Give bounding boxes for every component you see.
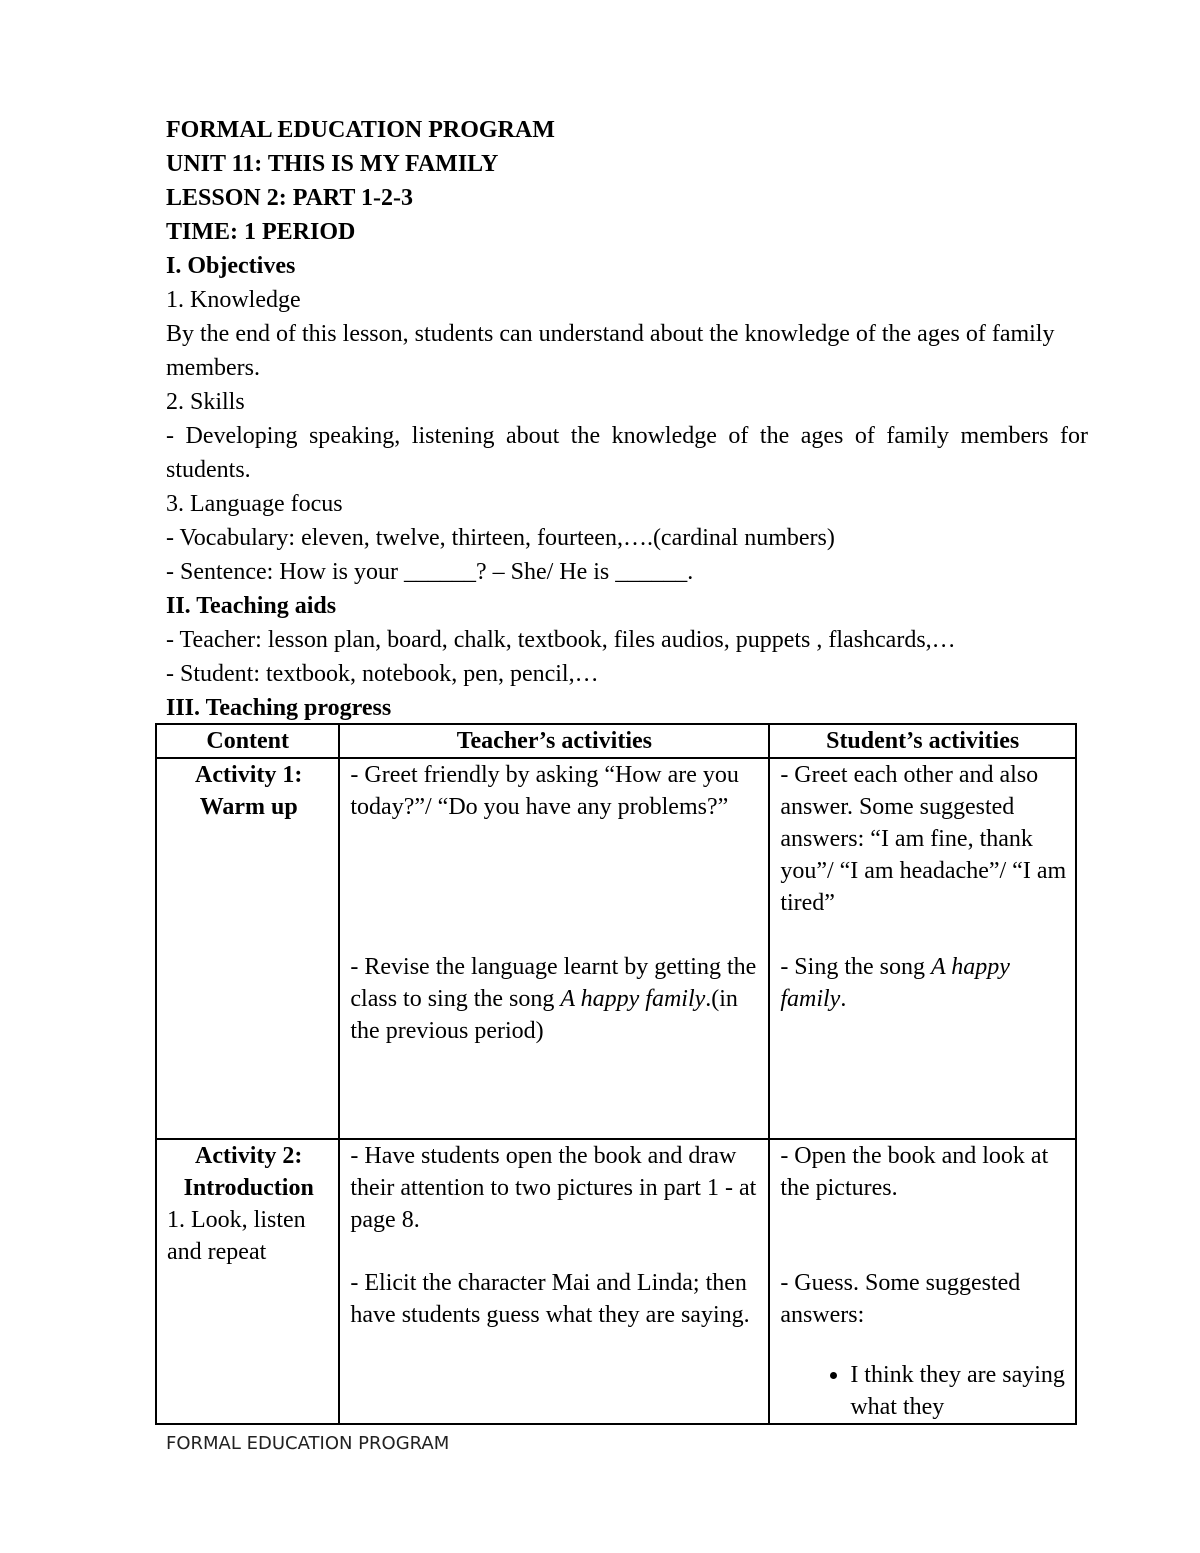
activity2-student-step1: - Open the book and look at the pictures. bbox=[780, 1143, 1049, 1201]
activity1-teacher-song: A happy family bbox=[560, 986, 706, 1012]
activity2-teacher-step2: - Elicit the character Mai and Linda; then have students guess what they are saying. bbox=[350, 1270, 750, 1328]
activity1-student-cell bbox=[769, 758, 1076, 1139]
activity1-title: Activity 1: bbox=[195, 762, 303, 788]
teaching-progress-table bbox=[155, 723, 1077, 1425]
table-row bbox=[156, 1139, 1076, 1424]
teaching-aids-heading: II. Teaching aids bbox=[166, 593, 337, 619]
activity1-student-step2-end: . bbox=[840, 986, 847, 1012]
activity1-teacher-step2-text: - Revise the language learnt by getting the class to sing the song bbox=[350, 954, 757, 1012]
table-row bbox=[156, 758, 1076, 1139]
activity2-title: Activity 2: bbox=[195, 1143, 303, 1169]
column-header-content: Content bbox=[156, 724, 339, 758]
student-aids-line: - Student: textbook, notebook, pen, pencil,… bbox=[166, 661, 599, 687]
activity1-teacher-step2 bbox=[350, 951, 760, 1047]
unit-title: UNIT 11: THIS IS MY FAMILY bbox=[166, 151, 499, 177]
knowledge-text: By the end of this lesson, students can understand about the knowledge of the ages of family members. bbox=[166, 321, 1055, 381]
program-title: FORMAL EDUCATION PROGRAM bbox=[166, 117, 555, 143]
activity2-student-cell bbox=[769, 1139, 1076, 1424]
activity1-teacher-cell bbox=[339, 758, 769, 1139]
page-footer: FORMAL EDUCATION PROGRAM bbox=[166, 1433, 450, 1454]
activity1-content-cell bbox=[156, 758, 339, 1139]
objectives-heading: I. Objectives bbox=[166, 253, 296, 279]
column-header-student: Student’s activities bbox=[769, 724, 1076, 758]
activity1-student-song: A happy family bbox=[780, 954, 1010, 1012]
activity1-teacher-step1: - Greet friendly by asking “How are you today?”/ “Do you have any problems?” bbox=[350, 762, 739, 820]
activity2-student-bullets bbox=[780, 1359, 1067, 1423]
vocabulary-line: - Vocabulary: eleven, twelve, thirteen, fourteen,….(cardinal numbers) bbox=[166, 525, 835, 551]
skills-heading: 2. Skills bbox=[166, 389, 245, 415]
time-title: TIME: 1 PERIOD bbox=[166, 219, 356, 245]
activity1-teacher-step2-end: .(in the previous period) bbox=[350, 986, 738, 1044]
activity1-subtitle: Warm up bbox=[199, 794, 298, 820]
language-focus-heading: 3. Language focus bbox=[166, 491, 343, 517]
activity1-student-step2 bbox=[780, 951, 1067, 1015]
lesson-title: LESSON 2: PART 1-2-3 bbox=[166, 185, 413, 211]
teacher-aids-line: - Teacher: lesson plan, board, chalk, textbook, files audios, puppets , flashcards,… bbox=[166, 627, 956, 653]
list-item: • I think they are saying what they bbox=[850, 1359, 1067, 1423]
activity2-teacher-step1: - Have students open the book and draw their attention to two pictures in part 1 - at page 8. bbox=[350, 1143, 757, 1233]
knowledge-heading: 1. Knowledge bbox=[166, 287, 301, 313]
activity2-student-step2: - Guess. Some suggested answers: bbox=[780, 1270, 1021, 1328]
skills-text: - Developing speaking, listening about the knowledge of the ages of family members for students. bbox=[166, 423, 1088, 483]
activity2-content-cell bbox=[156, 1139, 339, 1424]
activity2-subtitle: Introduction bbox=[183, 1175, 314, 1201]
table-header-row bbox=[156, 724, 1076, 758]
lesson-plan-body bbox=[166, 113, 1088, 725]
column-header-teacher: Teacher’s activities bbox=[339, 724, 769, 758]
sentence-line: - Sentence: How is your ______? – She/ He is ______. bbox=[166, 559, 694, 585]
activity2-teacher-cell bbox=[339, 1139, 769, 1424]
activity1-student-step2-text: - Sing the song bbox=[780, 954, 931, 980]
activity1-student-step1: - Greet each other and also answer. Some suggested answers: “I am fine, thank you”/ “I am headache”/ “I am tired” bbox=[780, 762, 1067, 916]
activity2-section-label: 1. Look, listen and repeat bbox=[167, 1207, 306, 1265]
teaching-progress-heading: III. Teaching progress bbox=[166, 695, 392, 721]
